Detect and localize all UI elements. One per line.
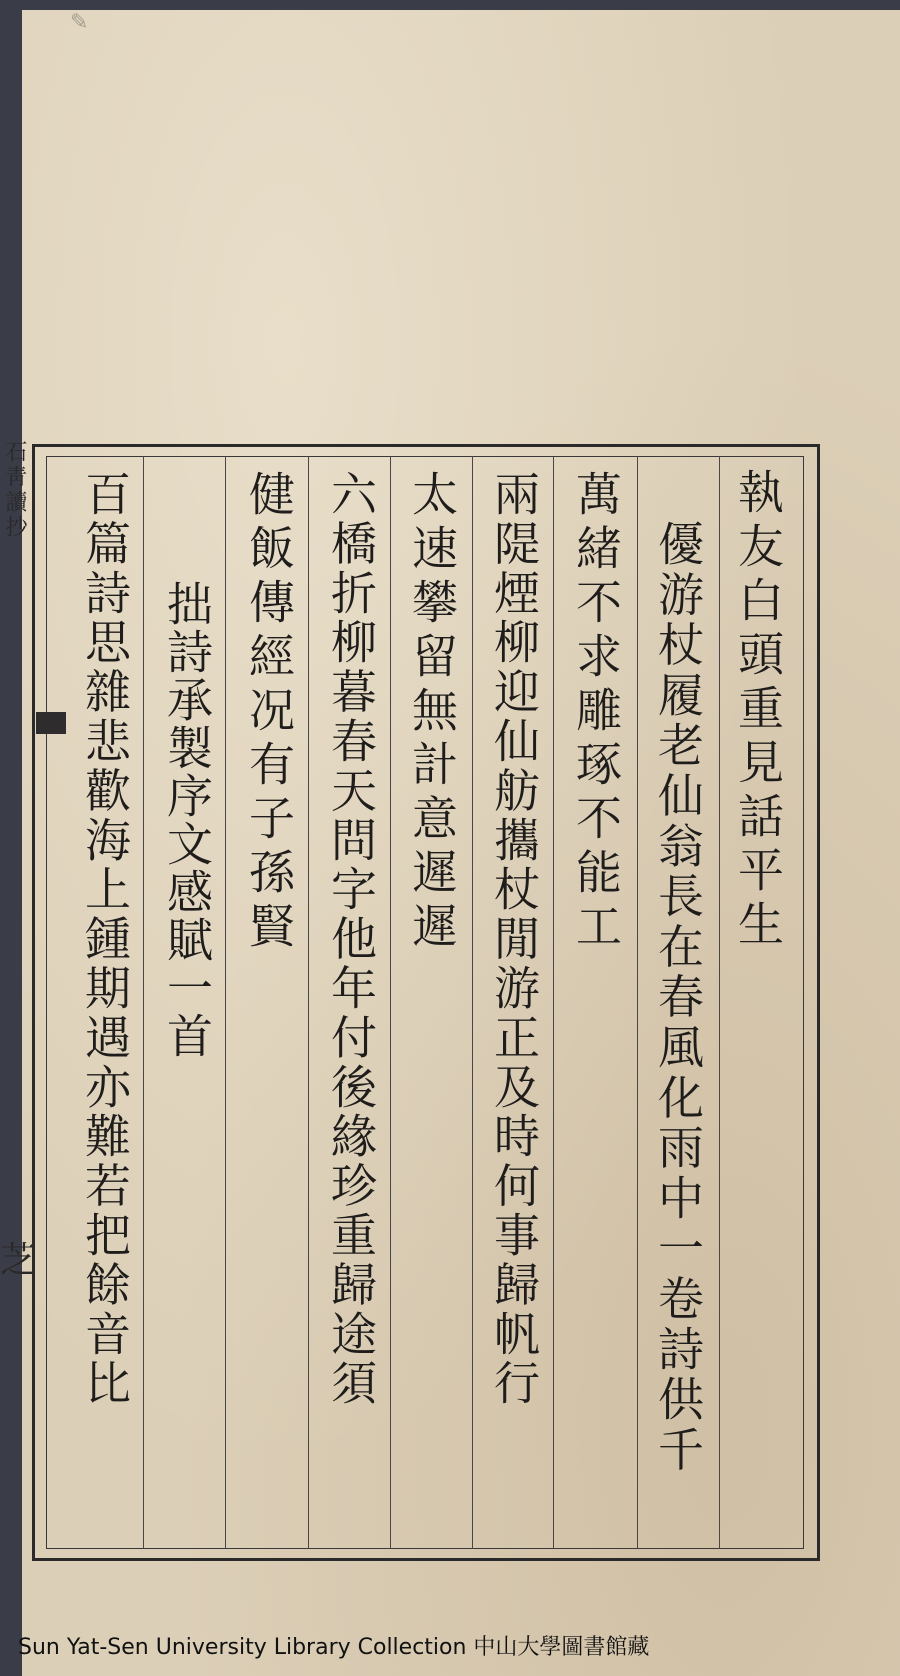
margin-book-title: 石靑讀抄: [2, 440, 27, 540]
column-rule: [390, 456, 391, 1549]
text-column-6: 六橋折柳暮春天問字他年付後緣珍重歸途須: [324, 470, 378, 1409]
margin-page-mark: 芝: [0, 1240, 37, 1281]
text-column-5: 太速攀留無計意遲遲: [405, 470, 459, 956]
text-column-4: 兩隄煙柳迎仙舫攜杖閒游正及時何事歸帆行: [487, 470, 541, 1409]
text-column-3: 萬緒不求雕琢不能工: [569, 470, 623, 956]
text-column-9: 百篇詩思雜悲歡海上鍾期遇亦難若把餘音比: [78, 470, 132, 1409]
pencil-marks: ✎: [70, 10, 89, 35]
text-column-2: 優游杖履老仙翁長在春風化雨中一卷詩供千: [651, 520, 705, 1476]
library-credit: Sun Yat-Sen University Library Collection 中山大學圖書館藏: [18, 1635, 650, 1660]
column-rule: [719, 456, 720, 1549]
column-rule: [637, 456, 638, 1549]
column-rule: [225, 456, 226, 1549]
text-column-8: 拙詩承製序文感賦一首: [160, 580, 214, 1060]
column-rule: [308, 456, 309, 1549]
text-column-1: 執友白頭重見話平生: [731, 468, 785, 954]
column-rule: [143, 456, 144, 1549]
fold-block-mark: [36, 712, 66, 734]
column-rule: [553, 456, 554, 1549]
column-rule: [472, 456, 473, 1549]
text-column-7: 健飯傳經况有子孫賢: [242, 470, 296, 956]
